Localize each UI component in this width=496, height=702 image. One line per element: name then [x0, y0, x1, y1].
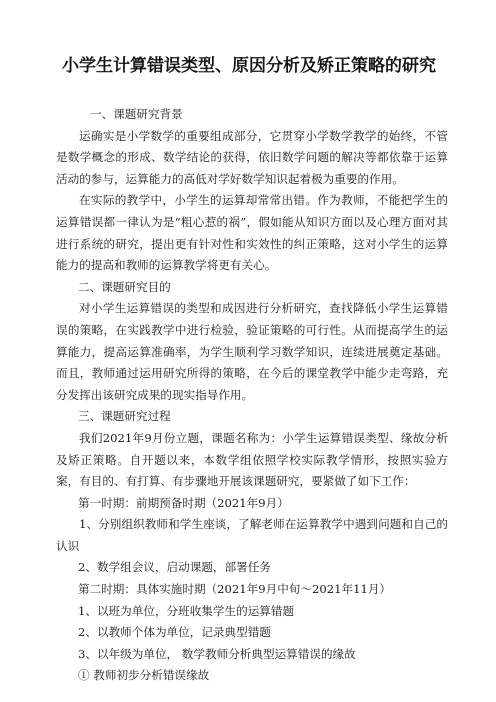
document-body	[56, 104, 448, 687]
section-heading-purpose: 二、课题研究目的	[78, 279, 171, 294]
document-title: 小学生计算错误类型、原因分析及矫正策略的研究	[62, 56, 436, 76]
section-heading-process: 三、课题研究过程	[78, 409, 171, 424]
list-item: 3、以年级为单位， 数学教师分析典型运算错误的缘故	[78, 646, 356, 661]
paragraph: 在实际的教学中，小学生的运算却常常出错。作为教师，不能把学生的运算错误都一律认为是“粗心惹的祸”，假如能从知识方面以及心理方面对其进行系统的研究，提出更有针对性和实效性的纠正策略，这对小学生的运算能力的提高和教师的运算教学将更有关心。	[56, 193, 448, 273]
list-item: 2、数学组会议，启动课题，部署任务	[78, 560, 271, 575]
list-item: ① 教师初步分析错误缘故	[78, 668, 210, 683]
paragraph: 我们2021年9月份立题，课题名称为：小学生运算错误类型、缘故分析及矫正策略。自开题以来，本数学组依照学校实际教学情形，按照实验方案，有目的、有打算、有步骤地开展该课题研究，要紧做了如下工作：	[56, 430, 448, 489]
paragraph: 运确实是小学数学的重要组成部分，它贯穿小学数学教学的始终，不管是数学概念的形成、数学结论的获得，依旧数学问题的解决等都依靠于运算活动的参与，运算能力的高低对学好数学知识起着极为重要的作用。	[56, 128, 448, 186]
list-item: 1、分别组织教师和学生座谈，了解老师在运算教学中遇到问题和自己的认识	[56, 517, 448, 553]
list-item: 2、以教师个体为单位，记录典型错题	[78, 625, 271, 640]
list-item: 1、以班为单位，分班收集学生的运算错题	[78, 603, 295, 618]
phase-heading: 第二时期：具体实施时期（2021年9月中旬～2021年11月）	[78, 582, 392, 597]
paragraph: 对小学生运算错误的类型和成因进行分析研究，查找降低小学生运算错误的策略，在实践教学中进行检验，验证策略的可行性。从而提高学生的运算能力，提高运算准确率，为学生顺利学习数学知识，连续进展奠定基础。而且，教师通过运用研究所得的策略，在今后的课堂教学中能少走弯路，充分发挥出该研究成果的现实指导作用。	[56, 301, 448, 402]
section-heading-background: 一、课题研究背景	[90, 107, 183, 121]
phase-heading: 第一时期：前期预备时期（2021年9月）	[78, 495, 289, 510]
